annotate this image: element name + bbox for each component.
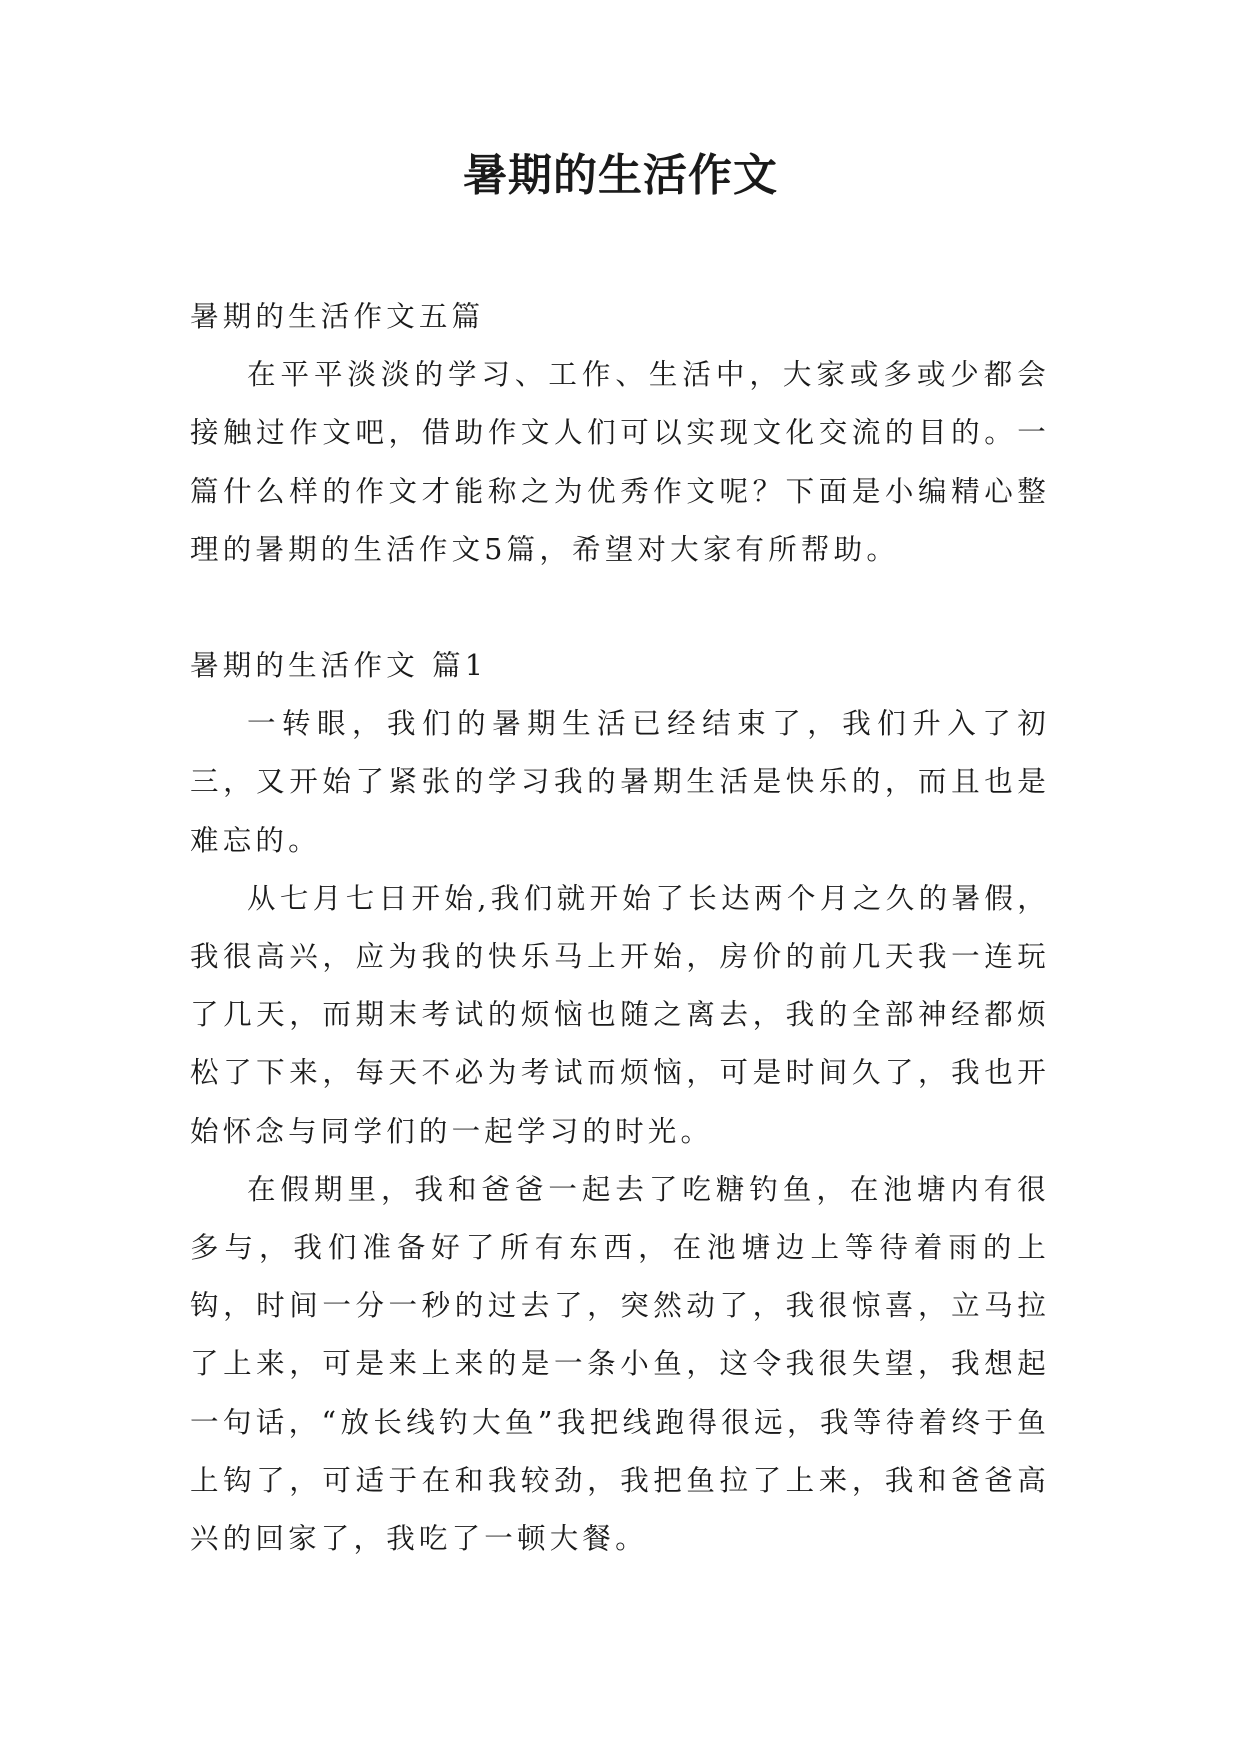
document-body [190,288,1050,1568]
section-heading: 暑期的生活作文 篇1 [190,649,488,683]
paragraph-2: 从七月七日开始,我们就开始了长达两个月之久的暑假，我很高兴，应为我的快乐马上开始，房价的前几天我一连玩了几天，而期末考试的烦恼也随之离去，我的全部神经都烦松了下来，每天不必为考试而烦恼，可是时间久了，我也开始怀念与同学们的一起学习的时光。 [190,881,1050,1148]
blank-line [190,579,1050,637]
paragraph-3: 在假期里，我和爸爸一起去了吃糖钓鱼，在池塘内有很多与，我们准备好了所有东西，在池塘边上等待着雨的上钩，时间一分一秒的过去了，突然动了，我很惊喜，立马拉了上来，可是来上来的是一条小鱼，这令我很失望，我想起一句话，“放长线钓大鱼”我把线跑得很远，我等待着终于鱼上钩了，可适于在和我较劲，我把鱼拉了上来，我和爸爸高兴的回家了，我吃了一顿大餐。 [190,1172,1050,1556]
document-title: 暑期的生活作文 [463,150,778,201]
paragraph-1: 一转眼，我们的暑期生活已经结束了，我们升入了初三，又开始了紧张的学习我的暑期生活是快乐的，而且也是难忘的。 [190,707,1050,857]
intro-paragraph: 在平平淡淡的学习、工作、生活中，大家或多或少都会接触过作文吧，借助作文人们可以实现文化交流的目的。一篇什么样的作文才能称之为优秀作文呢？下面是小编精心整理的暑期的生活作文5篇，希望对大家有所帮助。 [190,358,1050,566]
subtitle: 暑期的生活作文五篇 [190,300,485,333]
